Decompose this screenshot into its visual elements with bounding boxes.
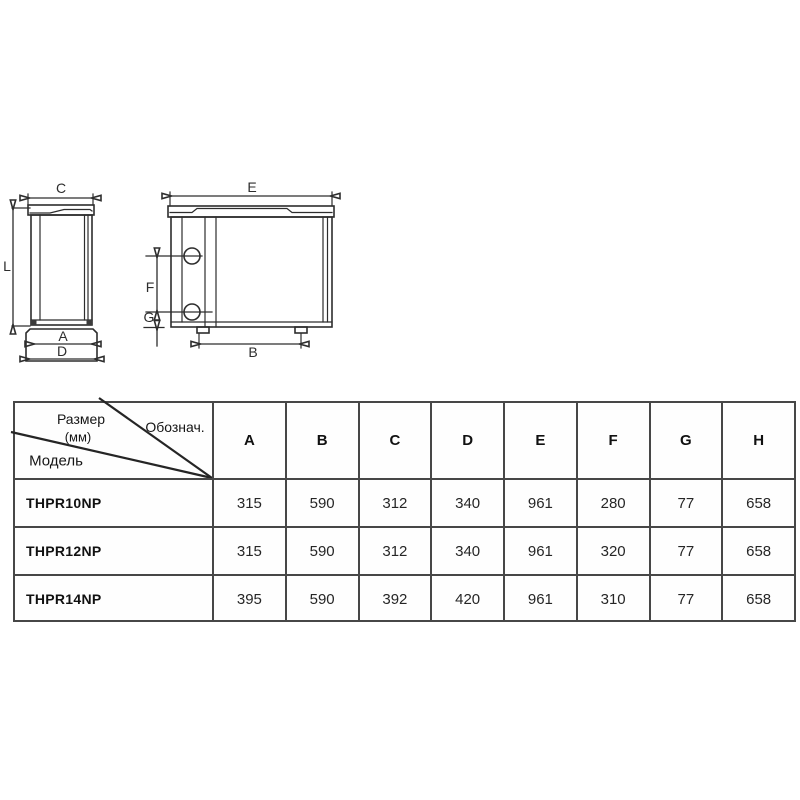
column-header-f: F [576, 403, 649, 478]
dim-label-f: F [145, 279, 155, 295]
table-value: 961 [503, 574, 576, 622]
model-name: THPR10NP [15, 478, 212, 526]
table-value: 312 [358, 478, 431, 526]
table-value: 312 [358, 526, 431, 574]
column-header-c: C [358, 403, 431, 478]
column-header-g: G [649, 403, 722, 478]
table-value: 315 [212, 526, 285, 574]
dim-label-g: G [143, 309, 155, 325]
table-corner-cell [15, 403, 212, 478]
table-value: 395 [212, 574, 285, 622]
dimensions-table [13, 401, 796, 622]
table-value: 658 [721, 478, 794, 526]
dim-label-l: L [3, 258, 11, 274]
table-value: 77 [649, 574, 722, 622]
table-value: 658 [721, 574, 794, 622]
table-value: 590 [285, 526, 358, 574]
table-value: 77 [649, 526, 722, 574]
corner-label-unit: (мм) [64, 429, 92, 445]
table-value: 310 [576, 574, 649, 622]
side-foot-mark-right [87, 320, 93, 325]
corner-label-designation: Обознач. [145, 419, 205, 435]
table-value: 320 [576, 526, 649, 574]
front-view [144, 179, 334, 360]
column-header-e: E [503, 403, 576, 478]
column-header-d: D [430, 403, 503, 478]
corner-label-size: Размер [56, 411, 106, 427]
dimension-drawing [0, 0, 800, 398]
dim-label-a: A [58, 328, 68, 344]
front-foot-left [197, 327, 209, 333]
table-value: 77 [649, 478, 722, 526]
column-header-h: H [721, 403, 794, 478]
front-foot-right [295, 327, 307, 333]
dim-label-d: D [56, 343, 68, 359]
corner-label-model: Модель [29, 452, 83, 470]
table-value: 961 [503, 526, 576, 574]
table-value: 658 [721, 526, 794, 574]
table-value: 315 [212, 478, 285, 526]
model-name: THPR14NP [15, 574, 212, 622]
table-value: 420 [430, 574, 503, 622]
table-value: 340 [430, 526, 503, 574]
table-value: 590 [285, 478, 358, 526]
dim-label-e: E [247, 179, 257, 195]
table-value: 340 [430, 478, 503, 526]
dim-label-c: C [55, 180, 67, 196]
table-value: 590 [285, 574, 358, 622]
column-header-b: B [285, 403, 358, 478]
table-value: 280 [576, 478, 649, 526]
dim-label-b: B [248, 344, 258, 360]
column-header-a: A [212, 403, 285, 478]
side-foot-mark-left [31, 320, 37, 325]
table-value: 961 [503, 478, 576, 526]
model-name: THPR12NP [15, 526, 212, 574]
side-view [3, 180, 97, 361]
table-value: 392 [358, 574, 431, 622]
